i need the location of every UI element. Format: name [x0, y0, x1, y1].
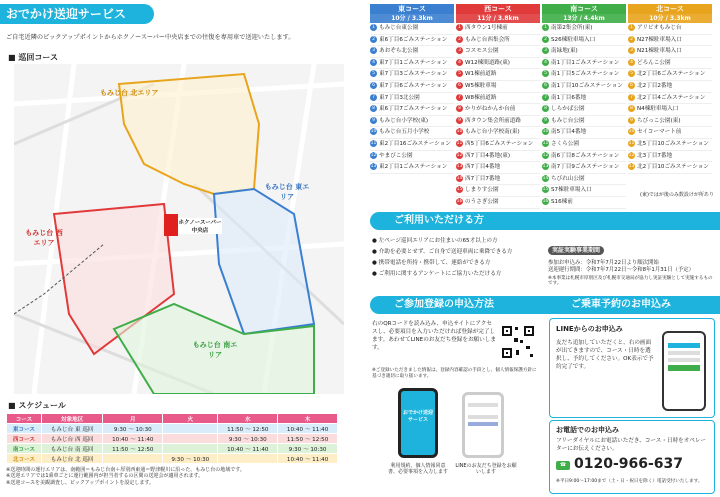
stop-number: 15 [456, 187, 463, 193]
period-operation: 送迎運行期間：令和7年7月22日〜令和8年1月31日（予定） [548, 266, 695, 273]
schedule-area: もみじ台 北 巡回 [41, 454, 102, 464]
store-label: ホクノースーパー 中央店 [178, 220, 222, 234]
stop-name: N21棟駐車場入口 [637, 48, 682, 55]
register-heading: ご参加登録の申込方法 [370, 296, 562, 314]
schedule-area: もみじ台 南 巡回 [41, 444, 102, 454]
stop-name: さくら公園 [551, 140, 579, 147]
course-stop [370, 81, 454, 93]
line-phone-mockup [662, 331, 706, 411]
schedule-time [103, 454, 163, 464]
stop-name: 西タウン集会所前道路 [465, 117, 521, 124]
south-area-label: もみじ台 南エリア [192, 341, 238, 359]
stop-name: 南1丁目1ごみステーション [551, 59, 620, 66]
phone-caption: 利用規約、個人情報同意書、必要事項を入力します [387, 463, 448, 476]
stop-name: S26棟駐車場入口 [551, 36, 596, 43]
stop-name: 北2丁目10ごみステーション [637, 164, 709, 171]
course-stop [456, 93, 540, 105]
stop-number: 1 [542, 24, 549, 31]
period-apply: 参加お申込み：令和7年7月22日より順次開始 [548, 260, 659, 266]
stop-name: 東2丁目1ごみステーション [379, 164, 448, 171]
stop-number: 5 [542, 70, 549, 77]
course-stop [370, 127, 454, 139]
schedule-row [7, 454, 338, 464]
course-stop [456, 81, 540, 93]
course-stop [370, 69, 454, 81]
stop-name: ちびっこ公園(東) [637, 117, 681, 124]
stop-number: 4 [370, 59, 377, 66]
schedule-header-cell: 木 [278, 414, 338, 424]
stop-name: 南6丁目8ごみステーション [551, 152, 620, 159]
stop-name: S7棟駐車場入口 [551, 187, 592, 194]
course-stop [628, 93, 712, 105]
stop-name: もみじ台小学校南(東) [465, 129, 520, 136]
stop-number: 13 [542, 164, 549, 170]
booking-heading: ご乗車予約のお申込み [547, 296, 720, 314]
course-stop [370, 139, 454, 151]
course-column [628, 4, 712, 174]
store-marker [164, 214, 178, 236]
line-booking-text: 友だち追加していただくと、右の画面が出てきますので、コース・日時を選択し、予約してください。OK表示で予約完了です。 [556, 340, 654, 371]
stop-number: 9 [542, 117, 549, 124]
stop-number: 6 [542, 82, 549, 89]
qr-code-icon[interactable] [500, 324, 536, 360]
schedule-course: 南コース [7, 444, 42, 454]
schedule-header-cell: 水 [218, 414, 278, 424]
stop-number: 3 [456, 47, 463, 54]
stop-number: 5 [456, 70, 463, 77]
stop-number: 1 [628, 24, 635, 31]
period-box [548, 237, 716, 287]
course-stop [370, 104, 454, 116]
stop-number: 14 [542, 175, 549, 181]
usage-item: ● ご利用に関するアンケートにご協力いただける方 [372, 270, 502, 277]
course-stop [628, 116, 712, 128]
stop-name: しまりす公園 [465, 187, 499, 194]
schedule-time [163, 434, 218, 444]
stop-name: 東7丁目3北公園 [379, 94, 420, 101]
schedule-header-cell: 対象地区 [41, 414, 102, 424]
course-stop [456, 116, 540, 128]
course-stop [628, 162, 712, 174]
stop-name: あおぞら北公園 [379, 48, 419, 55]
stop-number: 11 [370, 140, 377, 146]
stop-name: もみじ台公園 [551, 117, 585, 124]
stop-name: S16棟前 [551, 198, 573, 205]
stop-number: 3 [370, 47, 377, 54]
phone-booking-text: フリーダイヤルにお電話いただき、コース・日時をオペレーターにお伝えください。 [556, 438, 707, 453]
stop-name: 南7丁目9ごみステーション [551, 164, 620, 171]
stop-number: 2 [456, 36, 463, 43]
course-stop [628, 35, 712, 47]
stop-number: 16 [542, 198, 549, 204]
schedule-time: 9:30 〜 10:30 [278, 444, 338, 454]
schedule-header-cell: 月 [103, 414, 163, 424]
stop-name: 南第2集会所(東) [551, 25, 593, 31]
course-stop [628, 151, 712, 163]
course-stop [456, 151, 540, 163]
course-stop [456, 46, 540, 58]
stop-number: 2 [542, 36, 549, 43]
schedule-time [163, 444, 218, 454]
course-stop [628, 127, 712, 139]
west-area-label: もみじ台 西エリア [25, 229, 63, 247]
course-stop [456, 174, 540, 186]
stop-name: 南5丁目4番地 [551, 129, 587, 136]
schedule-time: 10:40 〜 11:40 [218, 444, 278, 454]
course-name: 東コース [370, 4, 454, 14]
stop-number: 1 [370, 24, 377, 31]
usage-item: ● 携帯電話を所持・携帯して、連絡ができる方 [372, 259, 491, 266]
stop-number: 1 [456, 24, 463, 31]
course-stop [456, 104, 540, 116]
stop-number: 2 [370, 36, 377, 43]
course-stop [542, 162, 626, 174]
course-stop [542, 127, 626, 139]
stop-name: 西7丁目7番地 [465, 175, 501, 182]
course-duration: 10分 / 3.3km [628, 14, 712, 23]
stop-name: 南1丁目6番地 [551, 94, 587, 101]
stop-number: 5 [628, 70, 635, 77]
phone-screen-title: おでかけ送迎サービス [401, 391, 435, 455]
course-stop [456, 139, 540, 151]
course-stop [542, 174, 626, 186]
stop-name: もみじ台小学校(東) [379, 117, 429, 124]
course-stop [628, 81, 712, 93]
stop-name: N4棟駐車場入口 [637, 106, 679, 113]
stop-name: 北3丁目7番地 [637, 152, 673, 159]
course-stop [542, 35, 626, 47]
schedule-note: ※送迎コースを美観調査し、ピックアップポイントを設定します。 [6, 479, 154, 486]
stop-number: 12 [628, 152, 635, 158]
phone-booking-box [549, 420, 715, 494]
stop-number: 6 [628, 82, 635, 89]
course-stop [370, 46, 454, 58]
stop-number: 8 [628, 105, 635, 112]
course-duration: 11分 / 3.8km [456, 14, 540, 23]
usage-list [372, 238, 537, 282]
schedule-course: 東コース [7, 424, 42, 434]
schedule-time: 9:30 〜 10:30 [163, 454, 218, 464]
usage-item: ● 介助を必要とせず、ご自身で送迎車両に乗降できる方 [372, 248, 513, 255]
stop-name: ちびれ山公園 [551, 175, 585, 182]
phone-booking-note: ※平日9:00〜17:00まで（土・日・祝日を除く）電話受付いたします。 [556, 479, 703, 484]
phone-booking-title: お電話でのお申込み [556, 426, 619, 434]
stop-number: 8 [542, 105, 549, 112]
phone-mockup-line [462, 392, 504, 458]
course-stop [628, 139, 712, 151]
schedule-area: もみじ台 西 巡回 [41, 434, 102, 444]
course-name: 北コース [628, 4, 712, 14]
schedule-time: 9:30 〜 10:30 [103, 424, 163, 434]
stop-name: セイコーマート前 [637, 129, 682, 136]
stop-number: 13 [370, 164, 377, 170]
schedule-time: 9:30 〜 10:30 [218, 434, 278, 444]
stop-number: 6 [456, 82, 463, 89]
register-privacy-note: ※ご登録いただきました情報は、登録内容確認の手段とし、個人情報保護方針に基づき適切に取り扱います。 [372, 368, 537, 379]
course-stop [370, 162, 454, 174]
schedule-time: 10:40 〜 11:40 [103, 434, 163, 444]
schedule-course: 北コース [7, 454, 42, 464]
north-area-label: もみじ台 北エリア [100, 89, 159, 97]
stop-name: 東7丁目6ごみステーション [379, 82, 448, 89]
stop-name: どろんこ公園 [637, 59, 671, 66]
line-booking-box [549, 318, 715, 418]
course-stop [456, 69, 540, 81]
stop-name: 西7丁目4番地 [465, 164, 501, 171]
stop-name: アリビオもみじ台 [637, 25, 682, 31]
schedule-time: 11:50 〜 12:50 [218, 424, 278, 434]
course-column [542, 4, 626, 209]
course-stop [542, 151, 626, 163]
stop-number: 4 [542, 59, 549, 66]
stop-number: 11 [542, 140, 549, 146]
stop-number: 7 [456, 94, 463, 101]
stop-number: 10 [370, 129, 377, 135]
stop-number: 12 [456, 152, 463, 158]
stop-name: 東7丁目3ごみステーション [379, 71, 448, 78]
stop-number: 10 [542, 129, 549, 135]
course-stop [542, 185, 626, 197]
usage-item: ● 左ページ巡回エリアにお住まいの65才以上の方 [372, 238, 498, 244]
schedule-row [7, 444, 338, 454]
course-stop [456, 127, 540, 139]
stop-number: 13 [456, 164, 463, 170]
course-stop [628, 23, 712, 35]
stop-number: 11 [628, 140, 635, 146]
schedule-time [218, 454, 278, 464]
line-booking-title: LINEからのお申込み [556, 325, 623, 333]
stop-name: 東6丁目7ごみステーション [379, 106, 448, 113]
schedule-header-cell: 火 [163, 414, 218, 424]
schedule-note: ※送迎エリアでは1乗車ごとに運行範囲内が担当者するの区間の送迎会が適用されます。 [6, 473, 204, 480]
course-duration: 10分 / 3.3km [370, 14, 454, 23]
stop-name: 西7丁目4番地(東) [465, 152, 511, 159]
stop-name: かりがねかんか台前 [465, 106, 516, 113]
schedule-header-cell: コース [7, 414, 42, 424]
course-stop [542, 93, 626, 105]
schedule-time [163, 424, 218, 434]
course-stop [542, 116, 626, 128]
service-description: ご自宅近隣のピックアップポイントからホクノースーパー中央店までの往復を専用車で送迎いたします。 [6, 34, 295, 41]
stop-name: N27棟駐車場入口 [637, 36, 682, 43]
phone-mockup [398, 388, 438, 458]
schedule-row [7, 424, 338, 434]
course-stop [456, 35, 540, 47]
register-text: 右のQRコードを読み込み、申込サイトにアクセスし、必要項目を入力いただければ登録が完了します。あわせてLINEのお友だち登録をお願いします。 [372, 321, 496, 352]
stop-number: 8 [370, 105, 377, 112]
course-stop [370, 151, 454, 163]
course-stop [628, 69, 712, 81]
course-stop [542, 23, 626, 35]
usage-heading: ご利用いただける方 [370, 212, 720, 230]
stop-name: 東6丁目6ごみステーション [379, 36, 448, 43]
stop-name: 西タウン1号棟前 [465, 25, 508, 31]
stop-number: 6 [370, 82, 377, 89]
course-name: 西コース [456, 4, 540, 14]
stop-number: 13 [628, 164, 635, 170]
stop-name: W1棟前道路 [465, 71, 497, 78]
stop-number: 5 [370, 70, 377, 77]
course-duration: 13分 / 4.4km [542, 14, 626, 23]
stop-name: 北2丁目2番地 [637, 82, 673, 89]
stop-name: 南1丁目10ごみステーション [551, 82, 623, 89]
east-area-label: もみじ台 東エリア [264, 183, 310, 201]
course-column [370, 4, 454, 174]
schedule-notes [6, 467, 346, 486]
stop-number: 11 [456, 140, 463, 146]
stop-number: 9 [456, 117, 463, 124]
stop-name: 北2丁目4ごみステーション [637, 94, 706, 101]
stop-name: W12棟間道路(東) [465, 59, 510, 66]
course-stop [370, 23, 454, 35]
schedule-time: 11:50 〜 12:50 [278, 434, 338, 444]
course-stop [628, 58, 712, 70]
course-stop [542, 104, 626, 116]
schedule-table [6, 413, 338, 464]
stop-number: 15 [542, 187, 549, 193]
stop-number: 9 [370, 117, 377, 124]
stop-name: 西5丁目6ごみステーション [465, 140, 534, 147]
stop-number: 7 [370, 94, 377, 101]
stop-number: 4 [628, 59, 635, 66]
course-column [456, 4, 540, 209]
stop-number: 3 [542, 47, 549, 54]
period-note: ※本事業は札幌市厚別区及び札幌市交通局が協力し実証実験として実施するものです。 [548, 275, 713, 287]
course-stop [542, 69, 626, 81]
stop-name: 東2丁目16ごみステーション [379, 140, 451, 147]
map-heading: ■ 巡回コース [8, 53, 58, 62]
stop-number: 10 [456, 129, 463, 135]
stop-number: 12 [370, 152, 377, 158]
course-note: (東)ではが後のみ数設けが所あり [640, 192, 714, 198]
course-stop [628, 104, 712, 116]
stop-name: 北2丁目6ごみステーション [637, 71, 706, 78]
course-stop [370, 58, 454, 70]
stop-name: コスモス公園 [465, 48, 499, 55]
stop-name: 南1丁目5ごみステーション [551, 71, 620, 78]
course-stop [370, 93, 454, 105]
freedial-number[interactable]: 0120-966-637 [574, 456, 684, 472]
stop-name: W8棟前道路 [465, 94, 497, 101]
stop-name: のうさぎ公園 [465, 198, 499, 205]
stop-number: 16 [456, 198, 463, 204]
course-stop [542, 81, 626, 93]
stop-name: やまびこ公園 [379, 152, 413, 159]
course-stop [456, 197, 540, 209]
stop-number: 12 [542, 152, 549, 158]
stop-name: W5棟駐車場 [465, 82, 497, 89]
stop-number: 3 [628, 47, 635, 54]
course-name: 南コース [542, 4, 626, 14]
course-stop [456, 162, 540, 174]
schedule-time: 10:40 〜 11:40 [278, 424, 338, 434]
course-stop [370, 35, 454, 47]
freedial-icon: ☎ [556, 461, 570, 470]
course-stop [456, 185, 540, 197]
stop-name: もみじ台五月小学校 [379, 129, 430, 136]
schedule-header-row [7, 414, 338, 424]
phone-caption: LINEのお友だち登録をお願いします [455, 463, 517, 476]
stop-number: 7 [628, 94, 635, 101]
stop-name: もみじ台西集会所 [465, 36, 510, 43]
schedule-note: ※送迎時間の運行エリアは、南範囲＝もみじ台南＋厚別西東通＝野津幌川に沿った、もみじ台の地域です。 [6, 467, 245, 473]
stop-number: 14 [456, 175, 463, 181]
schedule-course: 西コース [7, 434, 42, 444]
stop-number: 4 [456, 59, 463, 66]
course-stop [456, 58, 540, 70]
schedule-row [7, 434, 338, 444]
schedule-heading: ■ スケジュール [8, 401, 66, 410]
stop-number: 8 [456, 105, 463, 112]
course-stop [370, 116, 454, 128]
stop-name: もみじ台東公園 [379, 25, 419, 31]
course-stop [542, 46, 626, 58]
schedule-area: もみじ台 東 巡回 [41, 424, 102, 434]
stop-name: 南緑地(東) [551, 48, 578, 55]
course-stop [542, 139, 626, 151]
stop-name: 東7丁目1ごみステーション [379, 59, 448, 66]
schedule-time: 10:40 〜 11:40 [278, 454, 338, 464]
course-stop [542, 58, 626, 70]
period-label: 実証実験事業期間 [548, 246, 604, 255]
course-stop [628, 46, 712, 58]
stop-number: 2 [628, 36, 635, 43]
course-stop [542, 197, 626, 209]
page-title: おでかけ送迎サービス [0, 4, 154, 24]
stop-name: 北5丁目10ごみステーション [637, 140, 709, 147]
stop-number: 7 [542, 94, 549, 101]
stop-number: 10 [628, 129, 635, 135]
schedule-time: 11:50 〜 12:50 [103, 444, 163, 454]
course-stop [456, 23, 540, 35]
stop-name: しらかば公園 [551, 106, 585, 113]
stop-number: 9 [628, 117, 635, 124]
